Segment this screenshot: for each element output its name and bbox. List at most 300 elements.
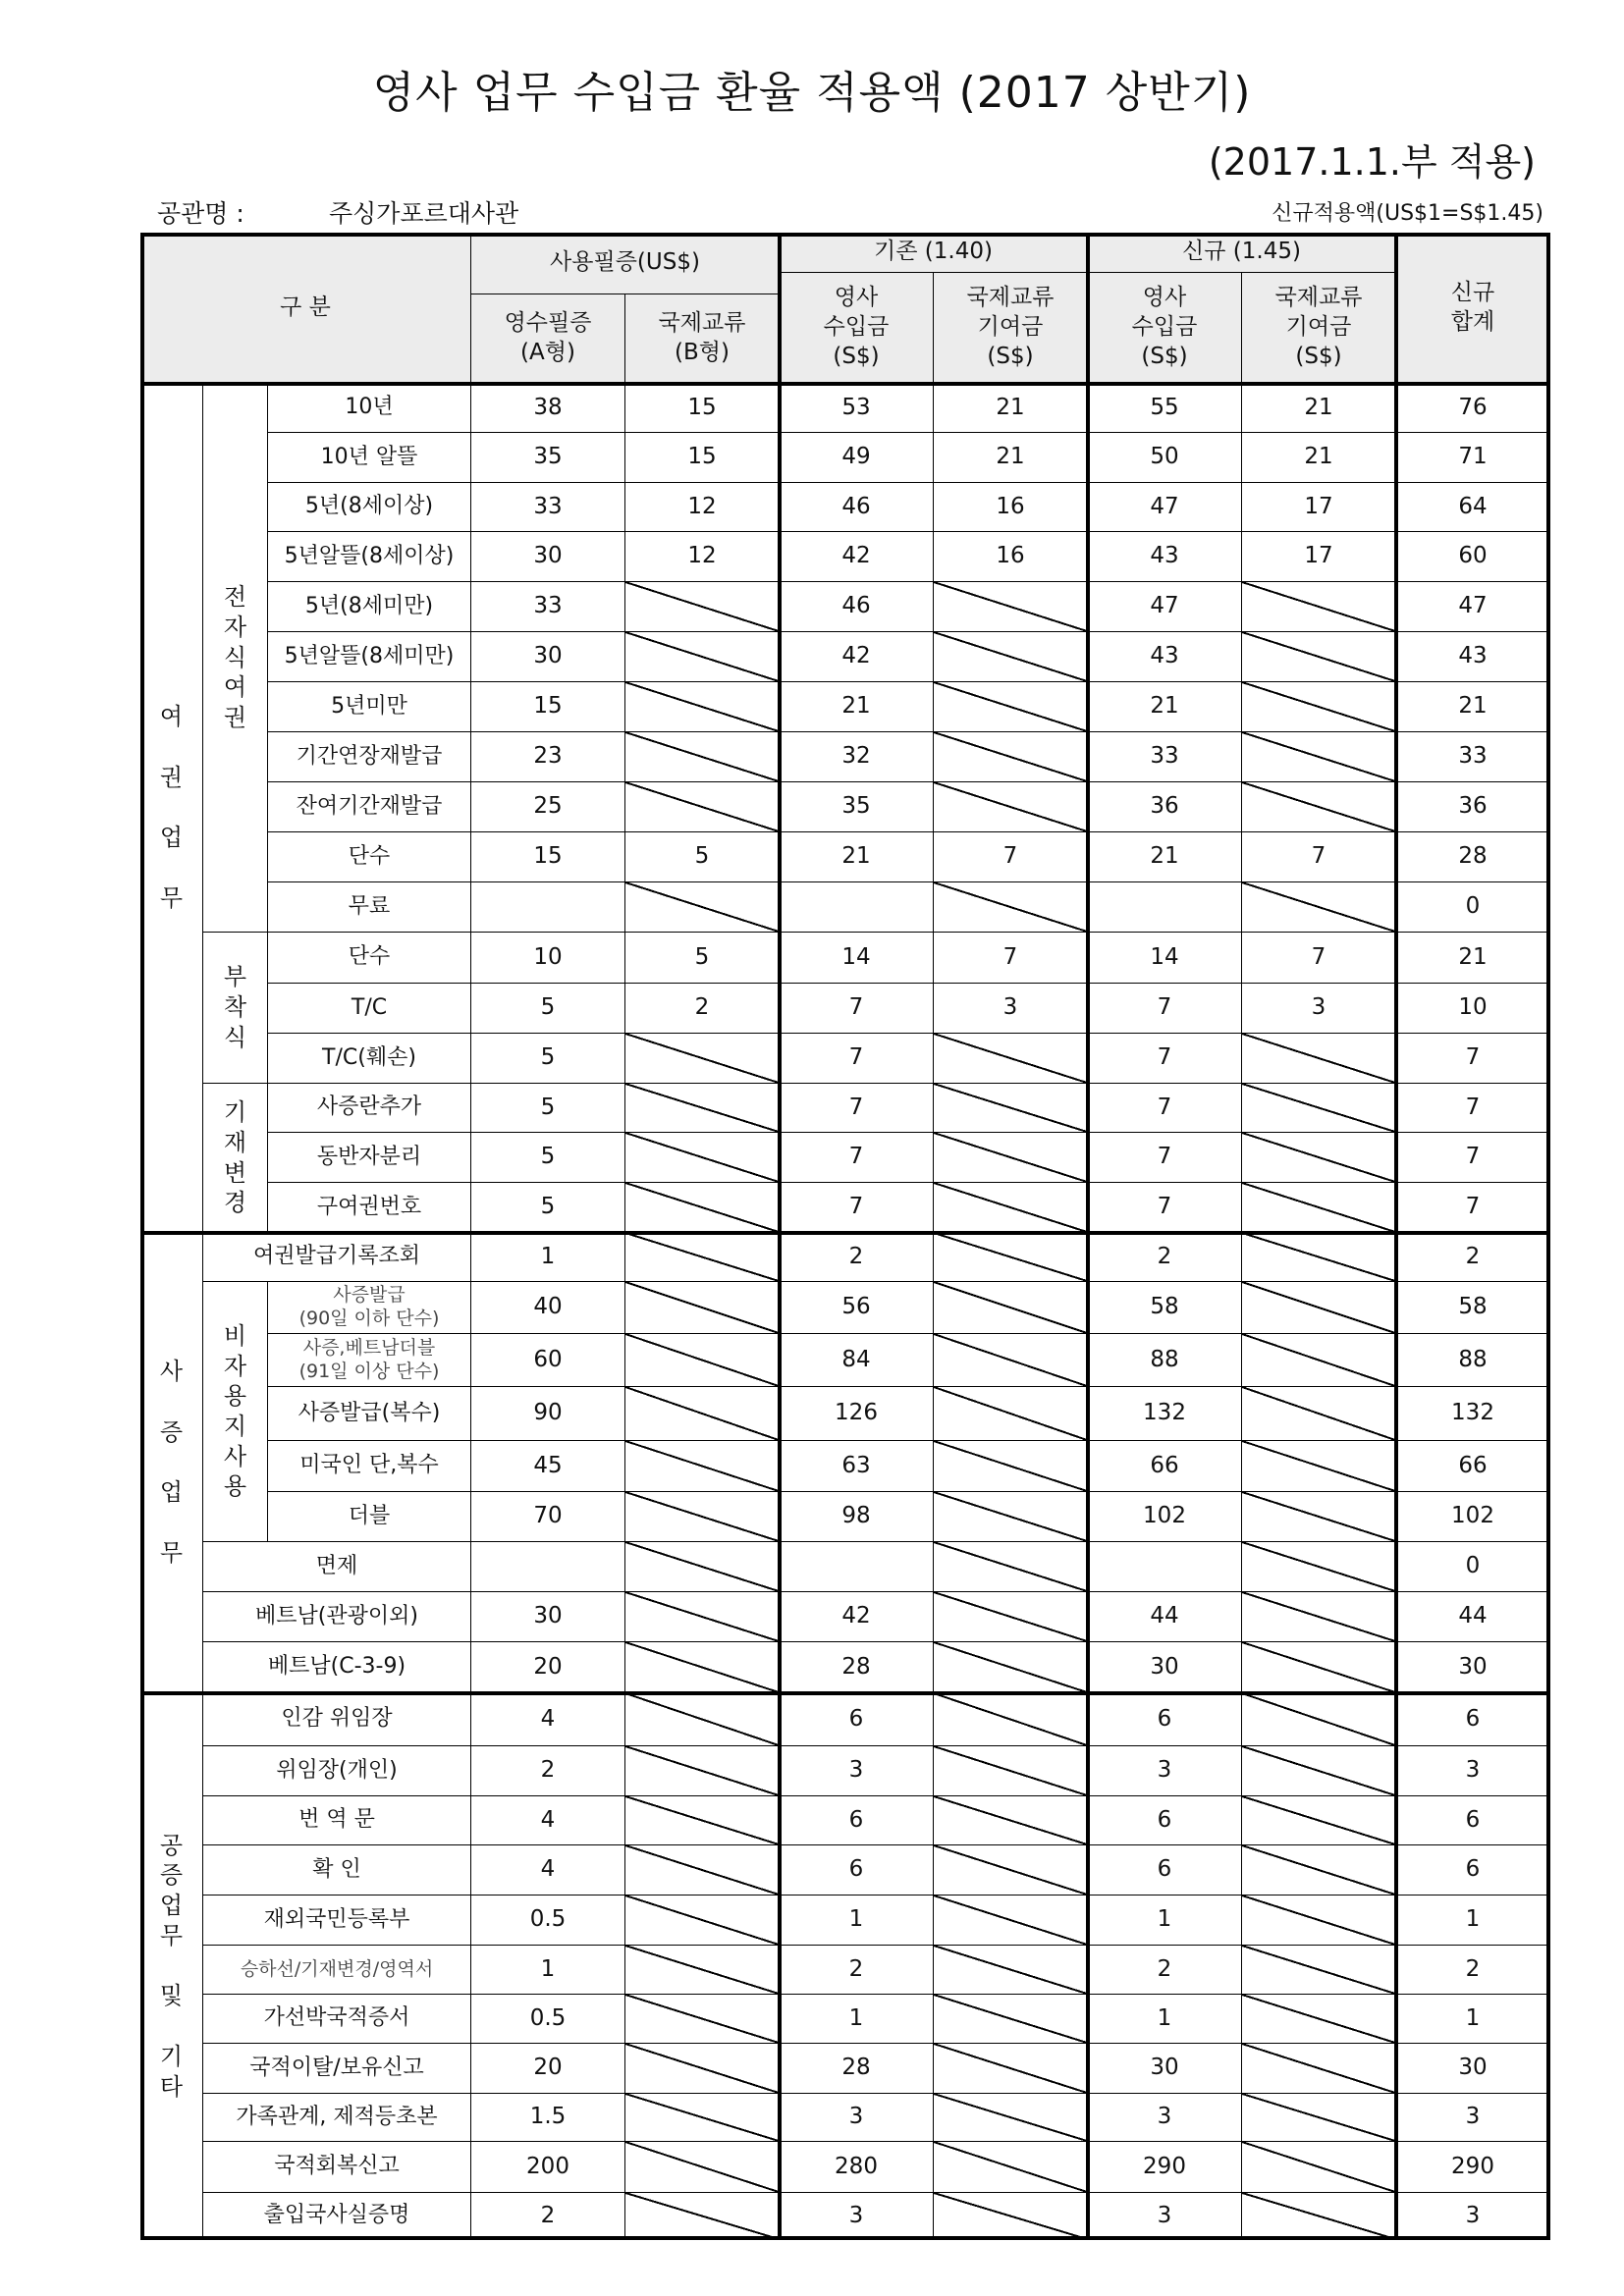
cell-d [934,2142,1088,2193]
cell-g: 60 [1396,532,1550,582]
cell-g: 76 [1396,384,1550,433]
cell-g: 10 [1396,984,1550,1034]
office-name: 주싱가포르대사관 [329,199,519,228]
cell-a: 20 [471,1642,625,1693]
cell-e: 3 [1088,2094,1242,2142]
cell-d [934,1387,1088,1441]
cell-a: 5 [471,1133,625,1183]
cell-b [625,1387,780,1441]
row-label: 10년 알뜰 [268,433,471,483]
cell-f [1242,1542,1396,1592]
row-label: 국적회복신고 [203,2142,471,2193]
group-divider [778,233,782,2240]
row-label: 승하선/기재변경/영역서 [203,1946,471,1995]
cell-a: 38 [471,384,625,433]
cell-f [1242,1441,1396,1492]
cell-f: 7 [1242,933,1396,984]
cell-c: 14 [780,933,934,984]
row-label: 위임장(개인) [203,1746,471,1796]
cell-b [625,1233,780,1282]
cell-g: 47 [1396,582,1550,632]
cell-g: 102 [1396,1492,1550,1542]
cell-g: 66 [1396,1441,1550,1492]
cell-e [1088,882,1242,933]
cell-d [934,682,1088,732]
cell-a: 5 [471,1034,625,1084]
cell-f [1242,1845,1396,1896]
cell-g: 2 [1396,1946,1550,1995]
row-label: 기간연장재발급 [268,732,471,782]
cell-d [934,1334,1088,1387]
cell-d [934,1896,1088,1946]
cell-f: 3 [1242,984,1396,1034]
cell-a: 25 [471,782,625,832]
cell-a: 5 [471,984,625,1034]
header-existing: 기존 (1.40) [780,233,1088,273]
cell-a: 1.5 [471,2094,625,2142]
cell-e: 55 [1088,384,1242,433]
cell-c: 2 [780,1946,934,1995]
header-existing-exchange: 국제교류 기여금 (S$) [934,273,1088,384]
cell-d [934,2094,1088,2142]
section-divider [140,1231,1550,1235]
cell-f [1242,1592,1396,1642]
cell-c: 84 [780,1334,934,1387]
cell-e: 21 [1088,682,1242,732]
cell-b [625,882,780,933]
header-receipt-a: 영수필증 (A형) [471,294,625,384]
cell-a: 2 [471,2193,625,2240]
cell-e: 2 [1088,1946,1242,1995]
cell-g: 7 [1396,1133,1550,1183]
cell-a: 10 [471,933,625,984]
cell-a: 60 [471,1334,625,1387]
cell-f [1242,1034,1396,1084]
cell-e: 7 [1088,1034,1242,1084]
row-label: 인감 위임장 [203,1693,471,1746]
cell-f [1242,1084,1396,1133]
cell-c: 6 [780,1693,934,1746]
cell-a: 23 [471,732,625,782]
cell-e: 290 [1088,2142,1242,2193]
cell-f [1242,1387,1396,1441]
office-label: 공관명 : [157,199,244,228]
cell-d [934,1592,1088,1642]
cell-a: 4 [471,1693,625,1746]
cell-a: 4 [471,1845,625,1896]
cell-g: 3 [1396,2094,1550,2142]
effective-date: (2017.1.1.부 적용) [1208,140,1536,184]
cell-f [1242,1693,1396,1746]
cell-e: 1 [1088,1896,1242,1946]
cell-b: 12 [625,532,780,582]
cell-f [1242,1746,1396,1796]
cell-b [625,682,780,732]
cell-d: 21 [934,384,1088,433]
cell-c: 28 [780,1642,934,1693]
row-label: 베트남(C-3-9) [203,1642,471,1693]
cell-c: 42 [780,632,934,682]
cell-d [934,782,1088,832]
row-label: 단수 [268,832,471,882]
cell-c: 6 [780,1845,934,1896]
cell-e: 1 [1088,1995,1242,2044]
cell-d [934,1542,1088,1592]
row-label: 구여권번호 [268,1183,471,1233]
cell-d [934,1282,1088,1334]
cell-f [1242,1183,1396,1233]
cell-b [625,1896,780,1946]
header-new: 신규 (1.45) [1088,233,1396,273]
cell-c: 1 [780,1995,934,2044]
cell-b [625,732,780,782]
cell-f [1242,582,1396,632]
rate-note: 신규적용액(US$1=S$1.45) [1272,201,1543,226]
cell-c: 53 [780,384,934,433]
cell-g: 0 [1396,1542,1550,1592]
cell-f [1242,2094,1396,2142]
header-new-consular: 영사 수입금 (S$) [1088,273,1242,384]
cell-g: 7 [1396,1183,1550,1233]
cell-a: 0.5 [471,1995,625,2044]
cell-d [934,1233,1088,1282]
header-new-total: 신규 합계 [1396,233,1550,384]
cell-f [1242,782,1396,832]
cell-e: 6 [1088,1845,1242,1896]
cell-c: 2 [780,1233,934,1282]
cell-e: 47 [1088,582,1242,632]
row-label: 단수 [268,933,471,984]
cell-c: 42 [780,532,934,582]
cell-a: 2 [471,1746,625,1796]
section-passport: 여 권 업 무 [140,384,203,1233]
cell-d [934,1441,1088,1492]
cell-g: 21 [1396,933,1550,984]
cell-g: 30 [1396,2044,1550,2094]
cell-b [625,1034,780,1084]
cell-c: 7 [780,1084,934,1133]
cell-a: 35 [471,433,625,483]
cell-a: 4 [471,1796,625,1845]
cell-a: 15 [471,832,625,882]
row-label: 재외국민등록부 [203,1896,471,1946]
cell-e: 50 [1088,433,1242,483]
cell-a: 90 [471,1387,625,1441]
cell-c: 28 [780,2044,934,2094]
cell-f [1242,1896,1396,1946]
cell-g: 33 [1396,732,1550,782]
cell-g: 88 [1396,1334,1550,1387]
cell-e: 33 [1088,732,1242,782]
row-label: 잔여기간재발급 [268,782,471,832]
cell-f [1242,732,1396,782]
cell-c: 280 [780,2142,934,2193]
cell-f: 21 [1242,433,1396,483]
cell-f [1242,1233,1396,1282]
cell-e: 88 [1088,1334,1242,1387]
row-label: 국적이탈/보유신고 [203,2044,471,2094]
cell-c: 56 [780,1282,934,1334]
row-label: 5년알뜰(8세이상) [268,532,471,582]
cell-g: 3 [1396,1746,1550,1796]
cell-a: 0.5 [471,1896,625,1946]
cell-d: 16 [934,532,1088,582]
cell-d [934,632,1088,682]
cell-f [1242,2193,1396,2240]
cell-g: 3 [1396,2193,1550,2240]
cell-b [625,1693,780,1746]
cell-b: 5 [625,832,780,882]
cell-a: 40 [471,1282,625,1334]
row-label: 베트남(관광이외) [203,1592,471,1642]
row-label: T/C(훼손) [268,1034,471,1084]
row-label: 가족관계, 제적등초본 [203,2094,471,2142]
header-category: 구 분 [140,233,471,384]
row-label: 확 인 [203,1845,471,1896]
cell-c: 3 [780,1746,934,1796]
header-usage: 사용필증(US$) [471,233,780,294]
cell-b [625,782,780,832]
cell-e: 43 [1088,632,1242,682]
row-label: 사증발급(복수) [268,1387,471,1441]
row-label: 5년알뜰(8세미만) [268,632,471,682]
row-label: 면제 [203,1542,471,1592]
fee-table [140,233,1550,2240]
cell-a: 45 [471,1441,625,1492]
cell-g: 1 [1396,1896,1550,1946]
section-divider [140,1691,1550,1695]
cell-a: 15 [471,682,625,732]
cell-c: 7 [780,1034,934,1084]
cell-b: 15 [625,384,780,433]
cell-d: 16 [934,483,1088,532]
cell-c [780,882,934,933]
cell-e: 7 [1088,1183,1242,1233]
cell-e [1088,1542,1242,1592]
row-label: 5년미만 [268,682,471,732]
cell-a: 5 [471,1084,625,1133]
section-entry-change: 기 재 변 경 [203,1084,268,1233]
cell-c: 21 [780,682,934,732]
cell-e: 30 [1088,2044,1242,2094]
cell-b: 5 [625,933,780,984]
cell-c: 126 [780,1387,934,1441]
cell-b [625,1845,780,1896]
group-divider [1086,233,1090,2240]
cell-d [934,1183,1088,1233]
row-label: 가선박국적증서 [203,1995,471,2044]
cell-e: 3 [1088,1746,1242,1796]
cell-b [625,1592,780,1642]
cell-f [1242,682,1396,732]
cell-b [625,1334,780,1387]
cell-e: 58 [1088,1282,1242,1334]
cell-g: 71 [1396,433,1550,483]
cell-f [1242,1133,1396,1183]
cell-b [625,1796,780,1845]
cell-d [934,1084,1088,1133]
cell-g: 21 [1396,682,1550,732]
cell-c: 6 [780,1796,934,1845]
cell-e: 7 [1088,984,1242,1034]
cell-g: 7 [1396,1084,1550,1133]
cell-d [934,1845,1088,1896]
cell-d: 3 [934,984,1088,1034]
group-divider [1394,233,1398,2240]
section-divider [140,382,1550,386]
cell-b [625,2142,780,2193]
row-label: 여권발급기록조회 [203,1233,471,1282]
cell-e: 6 [1088,1796,1242,1845]
cell-f [1242,2142,1396,2193]
row-label: 출입국사실증명 [203,2193,471,2240]
cell-c: 63 [780,1441,934,1492]
cell-d [934,1492,1088,1542]
cell-e: 102 [1088,1492,1242,1542]
cell-g: 28 [1396,832,1550,882]
cell-e: 44 [1088,1592,1242,1642]
cell-g: 0 [1396,882,1550,933]
section-visa: 사 증 업 무 [140,1233,203,1693]
cell-e: 132 [1088,1387,1242,1441]
cell-g: 6 [1396,1845,1550,1896]
cell-b [625,1084,780,1133]
cell-f: 7 [1242,832,1396,882]
section-notary: 공 증 업 무 및 기 타 [140,1693,203,2240]
cell-b [625,1995,780,2044]
cell-b: 15 [625,433,780,483]
cell-b [625,1946,780,1995]
cell-e: 14 [1088,933,1242,984]
cell-e: 7 [1088,1133,1242,1183]
cell-g: 132 [1396,1387,1550,1441]
cell-d: 21 [934,433,1088,483]
cell-e: 21 [1088,832,1242,882]
row-label: 동반자분리 [268,1133,471,1183]
cell-a: 1 [471,1233,625,1282]
cell-e: 2 [1088,1233,1242,1282]
cell-c: 46 [780,483,934,532]
cell-f [1242,632,1396,682]
cell-f [1242,1492,1396,1542]
header-new-exchange: 국제교류 기여금 (S$) [1242,273,1396,384]
row-label: 5년(8세미만) [268,582,471,632]
cell-g: 64 [1396,483,1550,532]
cell-c: 7 [780,1133,934,1183]
cell-d [934,1746,1088,1796]
cell-f: 17 [1242,532,1396,582]
cell-b [625,1642,780,1693]
cell-a: 70 [471,1492,625,1542]
cell-d [934,1796,1088,1845]
cell-a: 5 [471,1183,625,1233]
cell-c: 32 [780,732,934,782]
cell-e: 43 [1088,532,1242,582]
cell-g: 43 [1396,632,1550,682]
cell-b [625,1441,780,1492]
cell-f [1242,1642,1396,1693]
cell-f [1242,1946,1396,1995]
cell-e: 7 [1088,1084,1242,1133]
cell-c: 98 [780,1492,934,1542]
row-label: 사증발급 (90일 이하 단수) [268,1282,471,1334]
cell-e: 47 [1088,483,1242,532]
row-label: 10년 [268,384,471,433]
cell-c: 21 [780,832,934,882]
cell-c: 3 [780,2094,934,2142]
cell-b: 2 [625,984,780,1034]
cell-f [1242,882,1396,933]
cell-e: 30 [1088,1642,1242,1693]
cell-g: 2 [1396,1233,1550,1282]
cell-a: 1 [471,1946,625,1995]
cell-g: 6 [1396,1796,1550,1845]
cell-a: 200 [471,2142,625,2193]
row-label: 무료 [268,882,471,933]
cell-d [934,1642,1088,1693]
cell-a [471,882,625,933]
cell-c [780,1542,934,1592]
cell-g: 6 [1396,1693,1550,1746]
cell-e: 6 [1088,1693,1242,1746]
cell-d: 7 [934,933,1088,984]
cell-c: 3 [780,2193,934,2240]
cell-c: 49 [780,433,934,483]
cell-e: 66 [1088,1441,1242,1492]
cell-d [934,732,1088,782]
cell-d [934,2044,1088,2094]
cell-b [625,1133,780,1183]
cell-c: 35 [780,782,934,832]
cell-c: 1 [780,1896,934,1946]
cell-a: 20 [471,2044,625,2094]
cell-g: 30 [1396,1642,1550,1693]
cell-d: 7 [934,832,1088,882]
cell-f [1242,1995,1396,2044]
cell-g: 1 [1396,1995,1550,2044]
cell-f [1242,1334,1396,1387]
cell-b [625,1542,780,1592]
cell-c: 42 [780,1592,934,1642]
row-label: 더블 [268,1492,471,1542]
section-visa-sticker: 비 자 용 지 사 용 [203,1282,268,1542]
cell-c: 7 [780,1183,934,1233]
cell-f: 21 [1242,384,1396,433]
page-title: 영사 업무 수입금 환율 적용액 (2017 상반기) [372,68,1252,118]
cell-d [934,1693,1088,1746]
cell-d [934,582,1088,632]
cell-e: 36 [1088,782,1242,832]
row-label: 5년(8세이상) [268,483,471,532]
cell-g: 290 [1396,2142,1550,2193]
cell-b [625,632,780,682]
section-attached: 부 착 식 [203,933,268,1084]
cell-b [625,1492,780,1542]
cell-a: 30 [471,1592,625,1642]
row-label: T/C [268,984,471,1034]
cell-b [625,582,780,632]
cell-e: 3 [1088,2193,1242,2240]
cell-a: 30 [471,532,625,582]
cell-d [934,882,1088,933]
cell-b: 12 [625,483,780,532]
cell-b [625,2044,780,2094]
cell-d [934,1946,1088,1995]
cell-b [625,1282,780,1334]
cell-d [934,2193,1088,2240]
cell-f: 17 [1242,483,1396,532]
cell-f [1242,1282,1396,1334]
